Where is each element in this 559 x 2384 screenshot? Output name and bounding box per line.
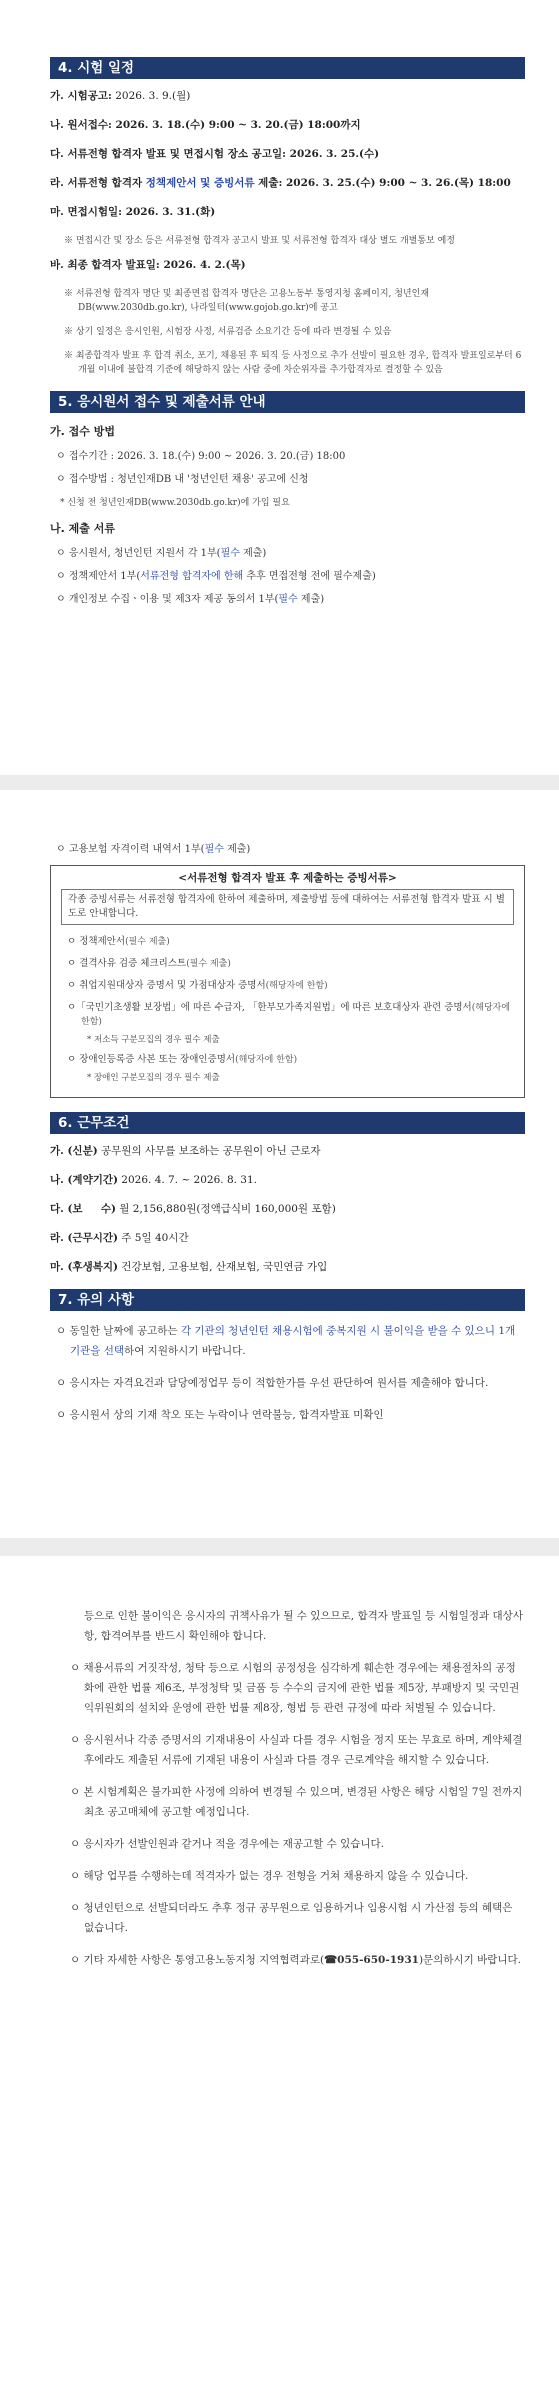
evidence-documents-box xyxy=(50,865,525,1098)
condition-contract-period: 나. (계약기간) 2026. 4. 7. ~ 2026. 8. 31. xyxy=(50,1174,258,1186)
condition-welfare: 마. (후생복지) 건강보험, 고용보험, 산재보험, 국민연금 가입 xyxy=(50,1261,328,1273)
document-page-2 xyxy=(0,790,559,1538)
schedule-notice-date: 가. 시험공고: 2026. 3. 9.(월) xyxy=(50,90,191,102)
interview-note: ※ 면접시간 및 장소 등은 서류전형 합격자 공고시 발표 및 서류전형 합격자 대상 별도 개별통보 예정 xyxy=(64,236,455,246)
doc-application-form: ㅇ 응시원서, 청년인턴 지원서 각 1부(필수 제출) xyxy=(56,548,267,559)
notice-eligibility: ㅇ 응시자는 자격요건과 담당예정업무 등이 적합한가를 우선 판단하여 원서를 제출해야 합니다. xyxy=(56,1377,489,1389)
evidence-basic-livelihood: ㅇ「국민기초생활 보장법」에 따른 수급자, 「한부모가족지원법」에 따른 보호대상자 관련 증명서(해당자에 한함) xyxy=(67,1002,511,1027)
schedule-final-result-date: 바. 최종 합격자 발표일: 2026. 4. 2.(목) xyxy=(50,259,246,271)
condition-status: 가. (신분) 공무원의 사무를 보조하는 공무원이 아닌 근로자 xyxy=(50,1145,321,1157)
notice-plan-change: ㅇ 본 시험계획은 불가피한 사정에 의하여 변경될 수 있으며, 변경된 사항은 해당 시험일 7일 전까지 최초 공고매체에 공고할 예정입니다. xyxy=(70,1786,523,1818)
disability-note: * 장애인 구분모집의 경우 필수 제출 xyxy=(87,1073,220,1083)
section-4-header: 4. 시험 일정 xyxy=(50,57,525,79)
evidence-box-notice: 각종 증빙서류는 서류전형 합격자에 한하여 제출하며, 제출방법 등에 대하여는 서류전형 합격자 발표 시 별도로 안내합니다. xyxy=(61,889,514,925)
condition-pay: 다. (보 수) 월 2,156,880원(정액급식비 160,000원 포함) xyxy=(50,1203,336,1215)
schedule-application-period: 나. 원서접수: 2026. 3. 18.(수) 9:00 ~ 3. 20.(금) 18:00까지 xyxy=(50,119,361,131)
evidence-box-title: <서류전형 합격자 발표 후 제출하는 증빙서류> xyxy=(178,872,397,884)
final-result-note-1: ※ 서류전형 합격자 명단 및 최종면접 합격자 명단은 고용노동부 통영지청 홈페이지, 청년인재DB(www.2030db.go.kr), 나라일터(www.gojob.go.kr)에 공고 xyxy=(64,289,430,313)
contact-phone: ☎055-650-1931 xyxy=(324,1954,419,1966)
application-period-item: ㅇ 접수기간 : 2026. 3. 18.(수) 9:00 ~ 2026. 3. 20.(금) 18:00 xyxy=(56,451,346,462)
required-documents-heading: 나. 제출 서류 xyxy=(50,522,115,535)
notice-no-hire: ㅇ 해당 업무를 수행하는데 적격자가 없는 경우 전형을 거쳐 채용하지 않을 수 있습니다. xyxy=(70,1870,469,1882)
final-result-note-2: ※ 상기 일정은 응시인원, 시험장 사정, 서류검증 소요기간 등에 따라 변경될 수 있음 xyxy=(64,327,392,337)
evidence-employment-support: ㅇ 취업지원대상자 증명서 및 가점대상자 증명서(해당자에 한함) xyxy=(67,980,328,991)
schedule-policy-proposal-submit: 라. 서류전형 합격자 정책제안서 및 증빙서류 제출: 2026. 3. 25.(수) 9:00 ~ 3. 26.(목) 18:00 xyxy=(50,177,511,189)
section-5-header: 5. 응시원서 접수 및 제출서류 안내 xyxy=(50,391,525,413)
evidence-disqualification-checklist: ㅇ 결격사유 검증 체크리스트(필수 제출) xyxy=(67,958,231,969)
application-method-item: ㅇ 접수방법 : 청년인재DB 내 '청년인턴 채용' 공고에 신청 xyxy=(56,474,309,485)
section-7-header: 7. 유의 사항 xyxy=(50,1289,525,1311)
notice-false-documents: ㅇ 채용서류의 거짓작성, 청탁 등으로 시험의 공정성을 심각하게 훼손한 경우에는 채용절차의 공정화에 관한 법률 제6조, 부정청탁 및 금품 등 수수의 금지에 관한 법률 제5장, 부패방지 및 국민권익위원회의 설치와 운영에 관한 법률 제8장, 형법 등 관련 규정에 따라 처벌될 수 있습니다. xyxy=(70,1662,520,1714)
condition-hours: 라. (근무시간) 주 5일 40시간 xyxy=(50,1232,189,1244)
application-method-heading: 가. 접수 방법 xyxy=(50,425,115,438)
notice-duplicate-application: ㅇ 동일한 날짜에 공고하는 각 기관의 청년인턴 채용시험에 중복지원 시 불이익을 받을 수 있으니 1개 기관을 선택하여 지원하시기 바랍니다. xyxy=(56,1325,516,1357)
doc-policy-proposal: ㅇ 정책제안서 1부(서류전형 합격자에 한해 추후 면접전형 전에 필수제출) xyxy=(56,571,376,582)
low-income-note: * 저소득 구분모집의 경우 필수 제출 xyxy=(87,1035,220,1045)
document-page-1 xyxy=(0,0,559,775)
final-result-note-3: ※ 최종합격자 발표 후 합격 취소, 포기, 채용된 후 퇴직 등 사정으로 추가 선발이 필요한 경우, 합격자 발표일로부터 6개월 이내에 불합격 기준에 해당하지 않는 사람 중에 차순위자를 추가합격자로 결정할 수 있음 xyxy=(64,351,522,375)
doc-employment-insurance: ㅇ 고용보험 자격이력 내역서 1부(필수 제출) xyxy=(56,844,251,855)
notice-contact: ㅇ 기타 자세한 사항은 통영고용노동지청 지역협력과로(☎055-650-1931)문의하시기 바랍니다. xyxy=(70,1954,521,1966)
notice-misstatement: ㅇ 응시원서나 각종 증명서의 기재내용이 사실과 다를 경우 시험을 정지 또는 무효로 하며, 계약체결 후에라도 제출된 서류에 기재된 내용이 사실과 다를 경우 근로계약을 해지할 수 있습니다. xyxy=(70,1734,523,1766)
section-6-header: 6. 근무조건 xyxy=(50,1112,525,1134)
notice-form-error: ㅇ 응시원서 상의 기재 착오 또는 누락이나 연락불능, 합격자발표 미확인 xyxy=(56,1409,384,1421)
notice-no-benefit: ㅇ 청년인턴으로 선발되더라도 추후 정규 공무원으로 임용하거나 임용시험 시 가산점 등의 혜택은 없습니다. xyxy=(70,1902,513,1934)
doc-privacy-consent: ㅇ 개인정보 수집ㆍ이용 및 제3자 제공 동의서 1부(필수 제출) xyxy=(56,594,325,605)
schedule-interview-date: 마. 면접시험일: 2026. 3. 31.(화) xyxy=(50,206,216,218)
registration-note: * 신청 전 청년인재DB(www.2030db.go.kr)에 가입 필요 xyxy=(60,498,290,508)
notice-readvertise: ㅇ 응시자가 선발인원과 같거나 적을 경우에는 재공고할 수 있습니다. xyxy=(70,1838,385,1850)
evidence-policy-proposal: ㅇ 정책제안서(필수 제출) xyxy=(67,936,170,947)
document-page-3 xyxy=(0,1556,559,2384)
evidence-disability: ㅇ 장애인등록증 사본 또는 장애인증명서(해당자에 한함) xyxy=(67,1054,298,1065)
schedule-document-pass-date: 다. 서류전형 합격자 발표 및 면접시험 장소 공고일: 2026. 3. 25.(수) xyxy=(50,148,380,160)
notice-form-error-continued: 등으로 인한 불이익은 응시자의 귀책사유가 될 수 있으므로, 합격자 발표일 등 시험일정과 대상사항, 합격여부를 반드시 확인해야 합니다. xyxy=(84,1610,523,1642)
